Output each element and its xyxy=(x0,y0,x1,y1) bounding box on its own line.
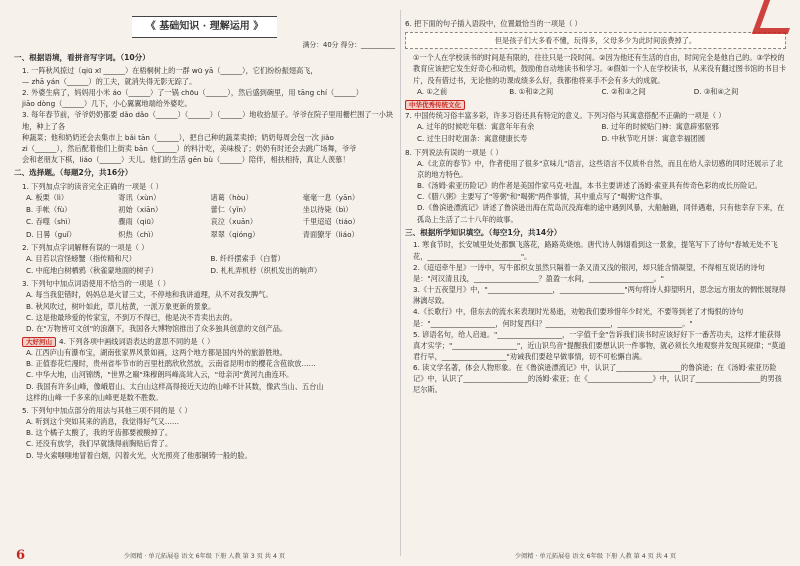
q7-option: D. 中秋节吃月饼：寓意幸福团圆 xyxy=(601,134,706,144)
right-footer: 少阅精 · 单元拓展卷 语文 6年级 下册 人教 第 4 页 共 4 页 xyxy=(514,553,677,561)
title-box xyxy=(14,16,395,38)
page-title: 《 基础知识 · 理解运用 》 xyxy=(132,16,277,38)
question-2: 2. 下列加点字词解释有误的一项是（ ） xyxy=(22,242,149,252)
s1-line: 种蔬菜；他和奶奶还会去集市上 bǎi tān（______），把自己种的蔬菜卖掉；奶奶每周会包一次 jiǎo xyxy=(22,132,334,142)
s3-line: 6. 读文学名著，体会人物形象。在《鲁滨逊漂流记》中，认识了__________________的鲁滨逊；在《汤姆·索亚历险记》中，认识了__________________的汤姆·索亚；在《__________________》中，认识了__________________的男孩尼尔斯。 xyxy=(413,363,782,395)
question-7: 7. 中国传统习俗丰富多彩，许多习俗还具有特定的意义。下列习俗与其寓意搭配不正确的一项是（ ） xyxy=(405,111,726,121)
q4-option: B. 正值春花烂漫时，贵州省毕节市的百里杜鹃欣欣然放，云南省昆明市的樱花含苞欲放…… xyxy=(26,359,316,369)
q3-option: D. 在"万物皆可文创"的浪潮下，我国各大博物馆推出了众多独具创意的文创产品。 xyxy=(26,323,288,333)
right-column xyxy=(405,16,786,566)
q6-option: C. ②和③之间 xyxy=(601,86,646,96)
q7-option: B. 过年的时候贴门神：寓意辟邪驱邪 xyxy=(601,122,719,132)
q1-option: 骤雨（qiū） xyxy=(118,217,159,227)
q4-option: 这样的山峰一千多来的山峰更是数不胜数。 xyxy=(26,392,163,402)
question-3: 3. 下列句中加点词语使用不恰当的一项是（ ） xyxy=(22,279,170,289)
q1-option: 毫毫一息（yān） xyxy=(302,193,360,203)
question-8: 8. 下列说法有误的一项是（ ） xyxy=(405,147,503,157)
section1-body xyxy=(14,65,395,165)
q2-option: A. 目若以宫怪螃蟹（指传精和尺） xyxy=(26,253,136,263)
q3-option: A. 每当我犯错时，妈妈总是火冒三丈，不停地和我讲道理，从不对我发脾气。 xyxy=(26,290,273,300)
score-meta: 满分：40分 得分：__________ xyxy=(302,40,395,49)
q6-option: B. ①和②之间 xyxy=(509,86,554,96)
q2-option: B. 纤纤摆索手（白皙） xyxy=(210,253,285,263)
q4-option: D. 我国有许多山峰，像峨眉山、太白山这样高得接近天边的山峰不计其数，像武当山、五台山 xyxy=(26,381,324,391)
section2-heading: 二、选择题。（每题2分，共16分） xyxy=(14,168,133,178)
s3-line: 4.《长歌行》中，借东去的流水来表现时光易逝，劝勉我们要珍惜年少时光，不要等到老了才悔恨的诗句是："__________________，何时复西归？__________________，__________________。" xyxy=(413,307,744,328)
s1-line: 3. 每年春节前，爷爷奶奶都要 dǎo dǎo（______）（______）（______）地收拾屋子。爷爷在院子里用栅栏围了一小块地，种上了各 xyxy=(22,110,394,131)
q8-options xyxy=(405,158,786,225)
page-number: 6 xyxy=(16,547,26,563)
q5-option: A. 听到这个突如其来的消息，我觉得好气又…… xyxy=(26,417,180,427)
q3-options xyxy=(14,289,395,334)
q6-option: A. ①之前 xyxy=(417,86,448,96)
q1-option: 坐以待毙（bì） xyxy=(302,205,353,215)
s3-line: 3.《十五夜望月》中，"__________________，__________________"两句将诗人抑望明月，思念远方朋友的惆怅展现得淋漓尽致。 xyxy=(413,285,786,306)
q6-quote: 但是孩子们大多看不懂，玩得多，父母多少为此时间浪费掉了。 xyxy=(405,32,786,49)
q3-option: B. 秋风吹过，树叶如此，草儿枯黄，一派万象更新的景象。 xyxy=(26,301,216,311)
s1-line: zi（______），然后配着他们上街卖 bān（______）的料汁吃，美味极了；奶奶有时还会去跳广场舞，爷爷 xyxy=(22,143,357,153)
q5-option: B. 这个橘子太酸了，我的牙齿都要被酸掉了。 xyxy=(26,428,173,438)
s3-line: 1. 寒食节时，长安城里处处都飘飞落花，路路英烧烛。唐代诗人韩翃看到这一景象，提笔写下了诗句"春城无处不飞花，__________________________"。 xyxy=(413,240,778,261)
q5-options xyxy=(14,416,395,461)
q4-tag: 大好河山 xyxy=(22,337,56,347)
question-7-wrap xyxy=(405,99,786,121)
q2-option: D. 札札弄机杼（织机发出的响声） xyxy=(210,266,322,276)
section3-body xyxy=(405,239,786,395)
q5-option: D. 导火索嗤嗤地冒着白烟，闪着火光，火光照亮了他那铜铸一般的脸。 xyxy=(26,450,252,460)
q1-option: 初始（xiān） xyxy=(118,205,163,215)
q2-options xyxy=(14,253,395,276)
question-5: 5. 下列句中加点部分的用法与其他三项不同的是（ ） xyxy=(22,405,192,415)
q1-option: A. 板栗（lì） xyxy=(26,193,69,203)
s1-line: 1. 一阵秋风掠过（qiū xī ______）在梧桐树上的一群 wū yā（______），它们纷纷振翅高飞， xyxy=(22,65,318,75)
corner-decoration xyxy=(752,0,800,34)
s1-line: — zhā yán（______）的工夫，就消失得无影无踪了。 xyxy=(22,76,197,86)
s3-line: 5. 谚语名句，给人启迪。"__________________，一字值千金"告诉我们读书时应该好好下一番苦功夫，这样才能获得真才实学；"__________________"，近山识鸟音"提醒我们要想认识一件事物，就必须长久地观察并发现其规律；"莫道君行早，__________________"劝诫我们要趁早做事情，切不可松懈自满。 xyxy=(413,329,786,361)
q1-option: B. 手帐（fù） xyxy=(26,205,72,215)
question-6: 6. 把下面的句子插入语段中，位置最恰当的一项是（ ） xyxy=(405,19,582,28)
q1-option: 青面獠牙（liáo） xyxy=(302,229,359,239)
column-divider xyxy=(400,10,401,556)
section1-heading: 一、根据语境，看拼音写字词。（10分） xyxy=(14,53,150,63)
q1-option: 诸葛（hòu） xyxy=(210,193,253,203)
q1-option: D. 日晷（guǐ） xyxy=(26,229,76,239)
q1-option: 哀泣（xuān） xyxy=(210,217,258,227)
q6-options xyxy=(405,86,786,97)
q6-option: D. ③和④之间 xyxy=(693,86,739,96)
q7-option: A. 过年的时候吃年糕：寓意年年有余 xyxy=(417,122,535,132)
q7-option: C. 过生日时吃面条：寓意健康长寿 xyxy=(417,134,528,144)
q8-option: D.《鲁滨逊漂流记》讲述了鲁滨逊出海在荒岛沉没海难的途中遇到风暴，大船触礁，同伴遇难，只有他幸存下来，在孤岛上生活了二十八年的故事。 xyxy=(417,203,785,224)
q7-options xyxy=(405,121,786,144)
s3-line: 2.《迢迢牵牛星》一诗中，写牛郎织女虽然只隔着一条又清又浅的银河，却只能含情凝望，不得相互说话的诗句是："河汉清且浅，__________________？盈盈一水间，__________________。" xyxy=(413,262,765,283)
q8-option: C.《腊八粥》主要写了"等粥"和"喝粥"两件事情，其中重点写了"喝粥"这件事。 xyxy=(417,192,667,202)
q8-option: A.《北京的春节》中，作者使用了很多"京味儿"语言，这些语言不仅质朴自然，而且在给人亲切感的同时还展示了北京的地方特色。 xyxy=(417,158,783,179)
q1-option: 千里迢迢（tiáo） xyxy=(302,217,360,227)
q1-option: C. 吞噬（shì） xyxy=(26,217,75,227)
q1-option: 寄讯（xùn） xyxy=(118,193,161,203)
question-4: 4. 下列各项中画线词语表达的意思不同的是（ ） xyxy=(59,337,215,346)
q1-option: 翠翠（qióng） xyxy=(210,229,260,239)
q1-option: 蕾仁（yǐn） xyxy=(210,205,251,215)
q1-options xyxy=(14,192,395,240)
s1-line: 会和老朋友下棋，liáo（______）天儿。他们的生活 gēn bù（______）陪伴，相扶相持，真让人羡慕！ xyxy=(22,155,350,165)
q5-option: C. 还没有放学，我们早就饿得前胸贴后背了。 xyxy=(26,439,173,449)
q4-option: C. 中华大地，山河锦绣，"世界之巅"珠穆朗玛峰高耸入云，"母亲河"黄河九曲连环。 xyxy=(26,370,294,380)
s1-line: 2. 外婆生病了，妈妈用小米 áo（______）了一锅 chōu（______），然后盛到碗里，用 tāng chí（______） xyxy=(22,88,363,98)
q1-option: 炽热（chì） xyxy=(118,229,158,239)
left-footer: 少阅精 · 单元拓展卷 语文 6年级 下册 人教 第 3 页 共 4 页 xyxy=(123,553,286,561)
q8-option: B.《汤姆·索亚历险记》的作者是美国作家马克·吐温，本书主要讲述了汤姆·索亚具有传奇色彩的成长历险记。 xyxy=(417,181,762,191)
q2-option: C. 中庭地白树栖鸦（秋雀蒙地面的树子） xyxy=(26,266,158,276)
q4-option: A. 江西庐山有瀑布宝，湖南张家界风景如画，这两个地方都是国内外的旅游胜地。 xyxy=(26,348,287,358)
q7-tag: 中华优秀传统文化 xyxy=(405,100,465,110)
q4-options xyxy=(14,347,395,403)
q6-paragraph: ①一个人在学校读书的时间是有限的，往往只是一段时间。②因为他还有生活的自由，时间完全是他自己的。③学校的教育应该把它发生好奇心和动机，鼓励他自动地读书和学习。④假如一个人在学校读书，从来没有翻过图书馆的书目卡片，没有借过书，无论他的功课成绩多么好，我都他将来手不会有多大的成就。 xyxy=(413,53,787,85)
q3-option: C. 这是他最珍爱的传家宝，不到万不得已，他是决不肯卖出去的。 xyxy=(26,312,237,322)
section3-heading: 三、根据所学知识填空。（每空1分，共14分） xyxy=(405,227,562,237)
left-column xyxy=(14,16,395,566)
s1-line: jiāo dòng（______）几下，小心翼翼地端给外婆吃。 xyxy=(22,99,192,109)
question-1: 1. 下列加点字的读音完全正确的一项是（ ） xyxy=(22,181,163,191)
question-4-wrap xyxy=(14,336,395,347)
